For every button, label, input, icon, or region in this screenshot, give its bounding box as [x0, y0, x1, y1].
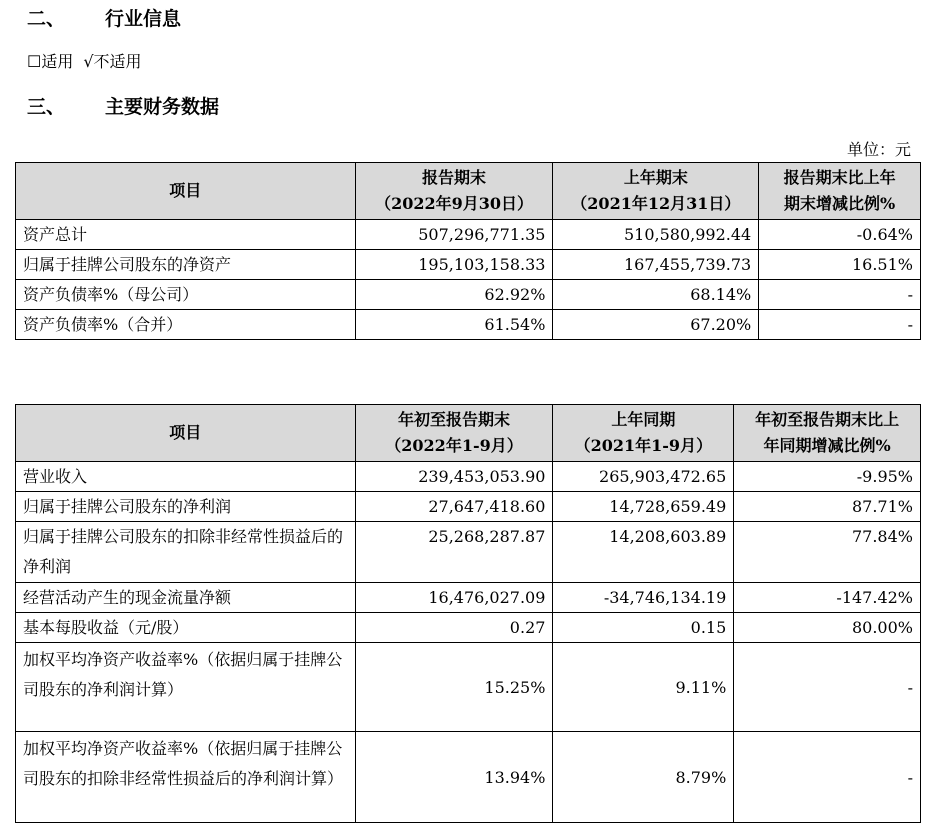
cell-value: 14,208,603.89: [553, 522, 734, 583]
table-header-row: [16, 405, 921, 462]
row-label: 加权平均净资产收益率%（依据归属于挂牌公司股东的扣除非经常性损益后的净利润计算）: [16, 732, 356, 823]
row-label: 资产负债率%（合并）: [16, 310, 356, 340]
table-row: [16, 280, 921, 310]
cell-value: 25,268,287.87: [355, 522, 553, 583]
income-statement-table: [15, 404, 921, 823]
row-label: 归属于挂牌公司股东的扣除非经常性损益后的净利润: [16, 522, 356, 583]
row-label: 营业收入: [16, 462, 356, 492]
table-row: [16, 220, 921, 250]
table-row: [16, 643, 921, 732]
cell-value: -: [759, 310, 921, 340]
section-title: 主要财务数据: [105, 96, 220, 118]
table-row: [16, 613, 921, 643]
not-applicable-option: √不适用: [83, 52, 142, 71]
applicability-line: [27, 49, 152, 72]
cell-value: 0.15: [553, 613, 734, 643]
table-row: [16, 732, 921, 823]
cell-value: -: [759, 280, 921, 310]
cell-value: -147.42%: [734, 583, 921, 613]
cell-value: 77.84%: [734, 522, 921, 583]
table-header-row: [16, 163, 921, 220]
header-item: 项目: [16, 405, 356, 462]
table-row: [16, 492, 921, 522]
table-row: [16, 250, 921, 280]
table-row: [16, 310, 921, 340]
table-row: [16, 522, 921, 583]
cell-value: 61.54%: [355, 310, 553, 340]
section-heading-financial-data: [27, 92, 219, 119]
table-row: [16, 462, 921, 492]
cell-value: 62.92%: [355, 280, 553, 310]
cell-value: 16.51%: [759, 250, 921, 280]
cell-value: 195,103,158.33: [355, 250, 553, 280]
cell-value: 27,647,418.60: [355, 492, 553, 522]
header-col3: 年初至报告期末比上 年同期增减比例%: [734, 405, 921, 462]
cell-value: 13.94%: [355, 732, 553, 823]
row-label: 经营活动产生的现金流量净额: [16, 583, 356, 613]
header-col2: 上年期末 （2021年12月31日）: [553, 163, 759, 220]
cell-value: 87.71%: [734, 492, 921, 522]
cell-value: 8.79%: [553, 732, 734, 823]
cell-value: -: [734, 732, 921, 823]
section-number: 三、: [27, 96, 66, 118]
section-title: 行业信息: [105, 8, 182, 30]
header-col1: 报告期末 （2022年9月30日）: [355, 163, 553, 220]
row-label: 归属于挂牌公司股东的净资产: [16, 250, 356, 280]
header-col3: 报告期末比上年 期末增减比例%: [759, 163, 921, 220]
row-label: 加权平均净资产收益率%（依据归属于挂牌公司股东的净利润计算）: [16, 643, 356, 732]
cell-value: 510,580,992.44: [553, 220, 759, 250]
unit-label: 单位：元: [846, 140, 911, 159]
section-heading-industry-info: [27, 4, 181, 31]
cell-value: -9.95%: [734, 462, 921, 492]
header-col2: 上年同期 （2021年1-9月）: [553, 405, 734, 462]
cell-value: -34,746,134.19: [553, 583, 734, 613]
cell-value: 167,455,739.73: [553, 250, 759, 280]
cell-value: 80.00%: [734, 613, 921, 643]
cell-value: -: [734, 643, 921, 732]
cell-value: -0.64%: [759, 220, 921, 250]
cell-value: 265,903,472.65: [553, 462, 734, 492]
row-label: 基本每股收益（元/股）: [16, 613, 356, 643]
applicable-option: ☐适用: [27, 52, 74, 71]
table-row: [16, 583, 921, 613]
row-label: 归属于挂牌公司股东的净利润: [16, 492, 356, 522]
cell-value: 507,296,771.35: [355, 220, 553, 250]
cell-value: 68.14%: [553, 280, 759, 310]
cell-value: 239,453,053.90: [355, 462, 553, 492]
row-label: 资产总计: [16, 220, 356, 250]
header-item: 项目: [16, 163, 356, 220]
cell-value: 67.20%: [553, 310, 759, 340]
cell-value: 15.25%: [355, 643, 553, 732]
row-label: 资产负债率%（母公司）: [16, 280, 356, 310]
header-col1: 年初至报告期末 （2022年1-9月）: [355, 405, 553, 462]
cell-value: 16,476,027.09: [355, 583, 553, 613]
cell-value: 0.27: [355, 613, 553, 643]
cell-value: 14,728,659.49: [553, 492, 734, 522]
section-number: 二、: [27, 8, 66, 30]
balance-sheet-table: [15, 162, 921, 340]
cell-value: 9.11%: [553, 643, 734, 732]
